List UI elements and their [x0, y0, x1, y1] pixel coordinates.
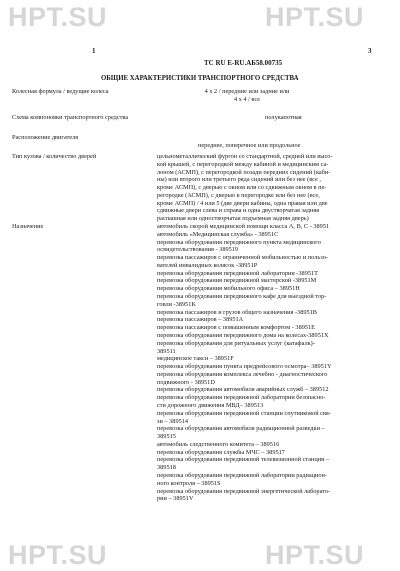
- purpose-item: перевозка пассажиров – 38951A: [157, 316, 244, 324]
- value-line: лоном (АСМП), с перегородкой позади передних сидений (каби-: [157, 168, 331, 176]
- value-line: 4 х 2 / передние или задние или: [204, 88, 290, 95]
- row-value: [265, 114, 365, 122]
- purpose-item: освидетельствования - 389519: [157, 246, 239, 254]
- value-line: переднее, поперечное или продольное: [198, 142, 301, 149]
- row-label: Расположение двигателя: [12, 134, 79, 141]
- row-label: Назначение: [12, 223, 44, 230]
- watermark-bottom-right: HPT.SU: [265, 540, 365, 570]
- purpose-item: говли -38951K: [157, 300, 196, 308]
- purpose-item: перевозка оборудования мобильного офиса – 38951H: [157, 285, 300, 293]
- watermark-top-right: HPT.SU: [265, 2, 365, 32]
- purpose-item: зи – 389514: [157, 417, 189, 425]
- purpose-item: перевозка оборудования передвижного кафе для выездной тор-: [157, 293, 327, 301]
- purpose-item: автомобиль следственного комитета – 389516: [157, 440, 280, 448]
- purpose-item: перевозка пассажиров с ограниченной мобильностью и пользо-: [157, 254, 328, 262]
- value-line: кой крышей, с перегородкой между кабиной и медицинским са-: [157, 160, 329, 168]
- value-line: 4 х 4 / все: [233, 95, 261, 103]
- watermark-top-left: HPT.SU: [8, 2, 108, 32]
- purpose-item: перевозка оборудования передвижной мастерской -38951M: [157, 277, 317, 285]
- row-label: Тип кузова / количество дверей: [12, 153, 97, 160]
- purpose-item: перевозка оборудования передвижной телевизионной станции –: [157, 456, 330, 464]
- value-line: регородке (АСМП), с дверью в перегородке или без нее (все,: [157, 191, 320, 199]
- purpose-item: 389518: [157, 464, 176, 472]
- purpose-item: сти дорожного движения МВД– 389513: [157, 401, 264, 409]
- purpose-item: перевозка пассажиров с повышенным комфортом - 38951E: [157, 324, 316, 332]
- purpose-item: перевозка оборудования передвижного дома на колесах-38951X: [157, 331, 329, 339]
- row-label: Схема компоновки транспортного средства: [12, 114, 129, 121]
- purpose-item: 389515: [157, 433, 176, 441]
- row-label: Колесная формула / ведущие колеса: [12, 88, 109, 95]
- purpose-item: перевозка оборудования передвижной лаборатории безопасно-: [157, 394, 326, 402]
- value-line: цельнометаллический фургон со стандартной, средней или высо-: [157, 153, 333, 160]
- purpose-item: перевозка оборудования передвижной энергетической лаборато-: [157, 487, 331, 495]
- purpose-item: рии – 38951V: [157, 495, 194, 503]
- row-value: [157, 153, 385, 223]
- row-value: [172, 88, 322, 104]
- purpose-item: перевозка оборудования автомобиля радиационной разведки –: [157, 425, 325, 433]
- purpose-item: медицинское такси – 38951F: [157, 355, 234, 363]
- purpose-item: перевозка оборудования службы МЧС – 389517: [157, 448, 285, 456]
- value-line: распашная или одностворчатая подъемная задняя дверь): [157, 215, 309, 222]
- purpose-item: 389511: [157, 347, 176, 355]
- certificate-number: ТС RU E-RU.АБ58.00735: [204, 59, 283, 67]
- purpose-item: автомобиль скорой медицинской помощи класса А, B, C - 38951: [157, 223, 330, 230]
- value-line: сдвижные двери слева и справа и одна двустворчатая задняя: [157, 207, 320, 215]
- section-title: ОБЩИЕ ХАРАКТЕРИСТИКИ ТРАНСПОРТНОГО СРЕДСТВА: [101, 75, 299, 82]
- purpose-item: перевозка оборудования пункта предрейсового осмотра– 38951Y: [157, 363, 332, 371]
- purpose-item: ного контроля – 38951S: [157, 479, 221, 487]
- value-line: кроме АСМП) / 4 или 5 (две двери кабины, одна правая или две: [157, 199, 328, 207]
- purpose-list: [157, 223, 389, 503]
- purpose-item: перевозка оборудования автомобиля аварийных служб – 389512: [157, 386, 329, 394]
- purpose-item: перевозка оборудования передвижной лаборатории радиацион-: [157, 472, 327, 479]
- page-number-left: 1: [92, 47, 96, 55]
- purpose-item: перевозка оборудования передвижного пункта медицинского: [157, 238, 321, 246]
- page-number-right: 3: [368, 47, 372, 55]
- value-line: полукапотная: [265, 114, 302, 121]
- purpose-item: вателей инвалидных колясок -38951P: [157, 261, 258, 269]
- purpose-item: перевозка оборудования передвижной лаборатории -38951T: [157, 269, 318, 277]
- purpose-item: перевозка пассажиров и грузов общего назначения -38951B: [157, 308, 318, 316]
- purpose-item: перевозка оборудования для ритуальных услуг (катафалк)-: [157, 339, 315, 347]
- purpose-item: перевозка оборудования комплекса лечебно - диагностического: [157, 370, 328, 378]
- purpose-item: автомобиль «Медицинская служба» - 38951C: [157, 230, 279, 238]
- row-value: [198, 142, 388, 150]
- watermark-bottom-left: HPT.SU: [8, 540, 108, 570]
- value-line: кроме АСМП), с дверью с окном или со сдвижным окном в пе-: [157, 184, 327, 191]
- value-line: ны) или второго или третьего ряда сидений или без нее (все ,: [157, 176, 321, 184]
- purpose-item: подвижного - 38951D: [157, 378, 215, 386]
- purpose-item: перевозка оборудования передвижной станции спутниковой свя-: [157, 409, 331, 417]
